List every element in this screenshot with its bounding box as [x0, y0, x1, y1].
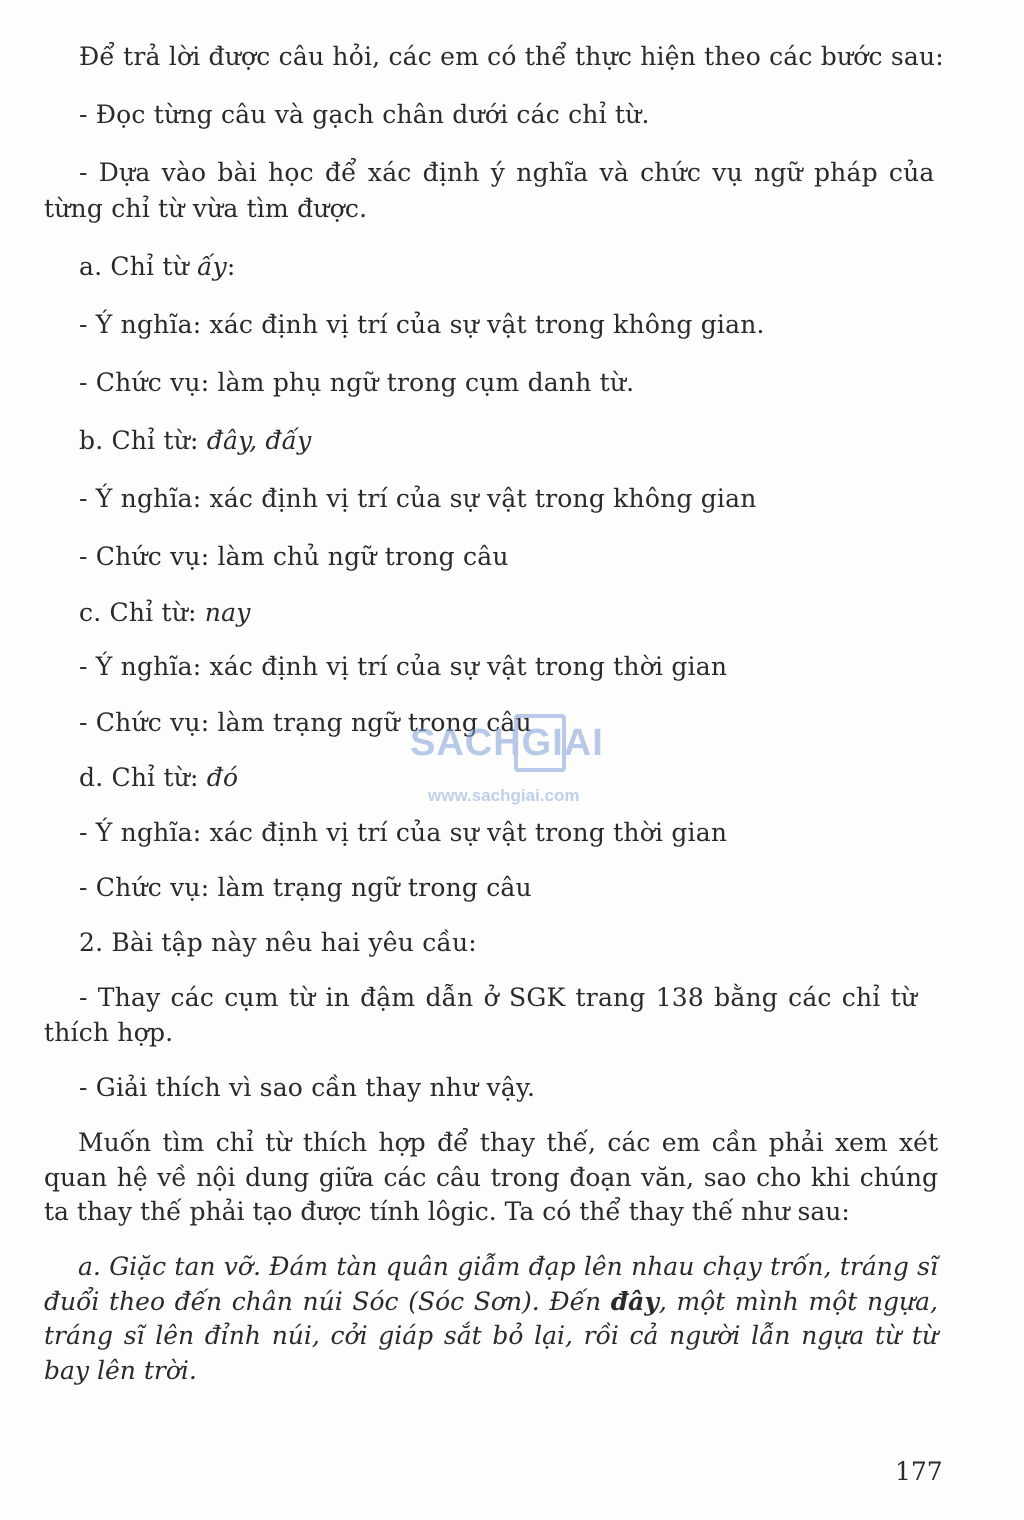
item-d-role: - Chức vụ: làm trạng ngữ trong câu [79, 873, 532, 902]
method-paragraph [44, 1126, 938, 1230]
item-b-heading [79, 424, 311, 458]
item-c-heading [79, 596, 251, 630]
item-c-role: - Chức vụ: làm trạng ngữ trong câu [79, 708, 532, 737]
item-a-word: ấy [197, 252, 227, 281]
item-b-prefix: b. Chỉ từ: [79, 426, 207, 455]
page-number: 177 [895, 1457, 943, 1486]
exercise-2-req2: - Giải thích vì sao cần thay như vậy. [79, 1073, 536, 1102]
example-text-2: , một mình một ngựa, tráng sĩ lên đỉnh núi, cởi giáp sắt bỏ lại, rồi cả người lẫn ngựa từ từ bay lên trời. [44, 1286, 938, 1385]
item-a-role: - Chức vụ: làm phụ ngữ trong cụm danh từ. [79, 368, 635, 397]
item-d-prefix: d. Chỉ từ: [79, 763, 207, 792]
watermark [410, 712, 620, 812]
intro-line: Để trả lời được câu hỏi, các em có thể thực hiện theo các bước sau: [79, 42, 944, 71]
item-a-prefix: a. Chỉ từ [79, 252, 198, 281]
item-b-role: - Chức vụ: làm chủ ngữ trong câu [79, 542, 509, 571]
exercise-2-req1-cont: thích hợp. [44, 1018, 174, 1047]
item-d-meaning: - Ý nghĩa: xác định vị trí của sự vật trong thời gian [79, 818, 728, 847]
item-c-meaning: - Ý nghĩa: xác định vị trí của sự vật trong thời gian [79, 652, 728, 681]
method-text: Muốn tìm chỉ từ thích hợp để thay thế, các em cần phải xem xét quan hệ về nội dung giữa các câu trong đoạn văn, sao cho khi chúng ta thay thế phải tạo được tính lôgic. Ta có thể thay thế như sau: [44, 1128, 938, 1226]
exercise-2-req1: - Thay các cụm từ in đậm dẫn ở SGK trang 138 bằng các chỉ từ [79, 983, 918, 1012]
exercise-2-heading: 2. Bài tập này nêu hai yêu cầu: [79, 928, 477, 957]
item-c-word: nay [204, 598, 251, 627]
step-determine-cont: từng chỉ từ vừa tìm được. [44, 194, 368, 223]
item-b-word: đây, đấy [206, 426, 312, 455]
example-bold-word: đây [610, 1286, 659, 1316]
example-text-1: a. Giặc tan vỡ. Đám tàn quân giẫm đạp lên nhau chạy trốn, tráng sĩ đuổi theo đến chân núi Sóc (Sóc Sơn). Đến [44, 1252, 938, 1316]
item-d-heading [79, 761, 238, 795]
step-underline: - Đọc từng câu và gạch chân dưới các chỉ từ. [79, 100, 650, 129]
item-d-word: đó [206, 763, 239, 792]
item-a-suffix: : [226, 252, 236, 281]
item-b-meaning: - Ý nghĩa: xác định vị trí của sự vật trong không gian [79, 484, 757, 513]
step-determine: - Dựa vào bài học để xác định ý nghĩa và chức vụ ngữ pháp của [79, 158, 935, 187]
item-a-meaning: - Ý nghĩa: xác định vị trí của sự vật trong không gian. [79, 310, 765, 339]
watermark-brand: SACHGIAI [410, 722, 604, 764]
watermark-url: www.sachgiai.com [428, 786, 580, 805]
item-a-heading [79, 250, 236, 284]
item-c-prefix: c. Chỉ từ: [79, 598, 205, 627]
example-paragraph [44, 1250, 938, 1388]
